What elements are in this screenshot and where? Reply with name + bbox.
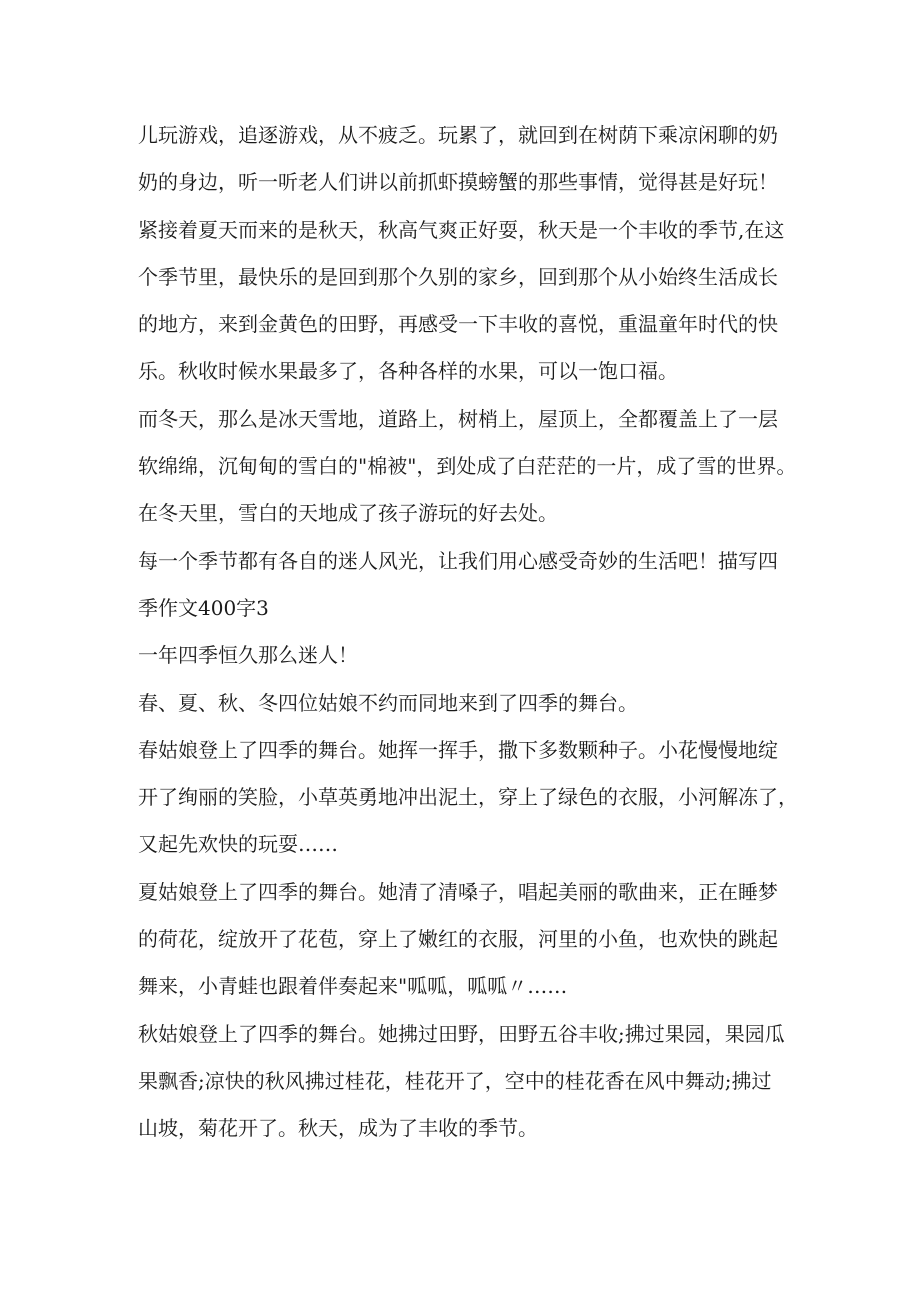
text-line: 乐。秋收时候水果最多了，各种各样的水果，可以一饱口福。: [138, 359, 678, 384]
text-line: 舞来，小青蛙也跟着伴奏起来"呱呱，呱呱〃……: [138, 974, 568, 999]
text-line: 季作文400字3: [138, 595, 269, 620]
text-line: 秋姑娘登上了四季的舞台。她拂过田野，田野五谷丰收;拂过果园，果园瓜: [138, 1021, 785, 1046]
text-line: 春姑娘登上了四季的舞台。她挥一挥手，撒下多数颗种子。小花慢慢地绽: [138, 737, 778, 762]
text-line: 个季节里，最快乐的是回到那个久别的家乡，回到那个从小始终生活成长: [138, 264, 778, 289]
text-line: 软绵绵，沉甸甸的雪白的"棉被"，到处成了白茫茫的一片，成了雪的世界。: [138, 454, 797, 479]
text-line: 儿玩游戏，追逐游戏，从不疲乏。玩累了，就回到在树荫下乘凉闲聊的奶: [138, 123, 778, 147]
text-line: 春、夏、秋、冬四位姑娘不约而同地来到了四季的舞台。: [138, 690, 638, 715]
text-line: 开了绚丽的笑脸，小草英勇地冲出泥土，穿上了绿色的衣服，小河解冻了，: [138, 785, 798, 810]
document-text-body: [138, 112, 798, 1153]
text-line: 奶的身边，听一听老人们讲以前抓虾摸螃蟹的那些事情，觉得甚是好玩！: [138, 170, 778, 195]
text-line: 山坡，菊花开了。秋天，成为了丰收的季节。: [138, 1116, 538, 1141]
text-line: 的地方，来到金黄色的田野，再感受一下丰收的喜悦，重温童年时代的快: [138, 312, 778, 337]
text-line: 果飘香;凉快的秋风拂过桂花，桂花开了，空中的桂花香在风中舞动;拂过: [138, 1068, 772, 1093]
text-line: 而冬天，那么是冰天雪地，道路上，树梢上，屋顶上，全都覆盖上了一层: [138, 406, 778, 431]
text-line: 在冬天里，雪白的天地成了孩子游玩的好去处。: [138, 501, 558, 526]
text-line: 夏姑娘登上了四季的舞台。她清了清嗓子，唱起美丽的歌曲来，正在睡梦: [138, 879, 778, 904]
text-line: 又起先欢快的玩耍……: [138, 832, 338, 857]
text-line: 紧接着夏天而来的是秋天，秋高气爽正好耍，秋天是一个丰收的季节,在这: [138, 217, 785, 242]
text-line: 每一个季节都有各自的迷人风光，让我们用心感受奇妙的生活吧！描写四: [138, 548, 778, 573]
text-line: 的荷花，绽放开了花苞，穿上了嫩红的衣服，河里的小鱼，也欢快的跳起: [138, 927, 778, 952]
text-line: 一年四季恒久那么迷人！: [138, 643, 358, 668]
